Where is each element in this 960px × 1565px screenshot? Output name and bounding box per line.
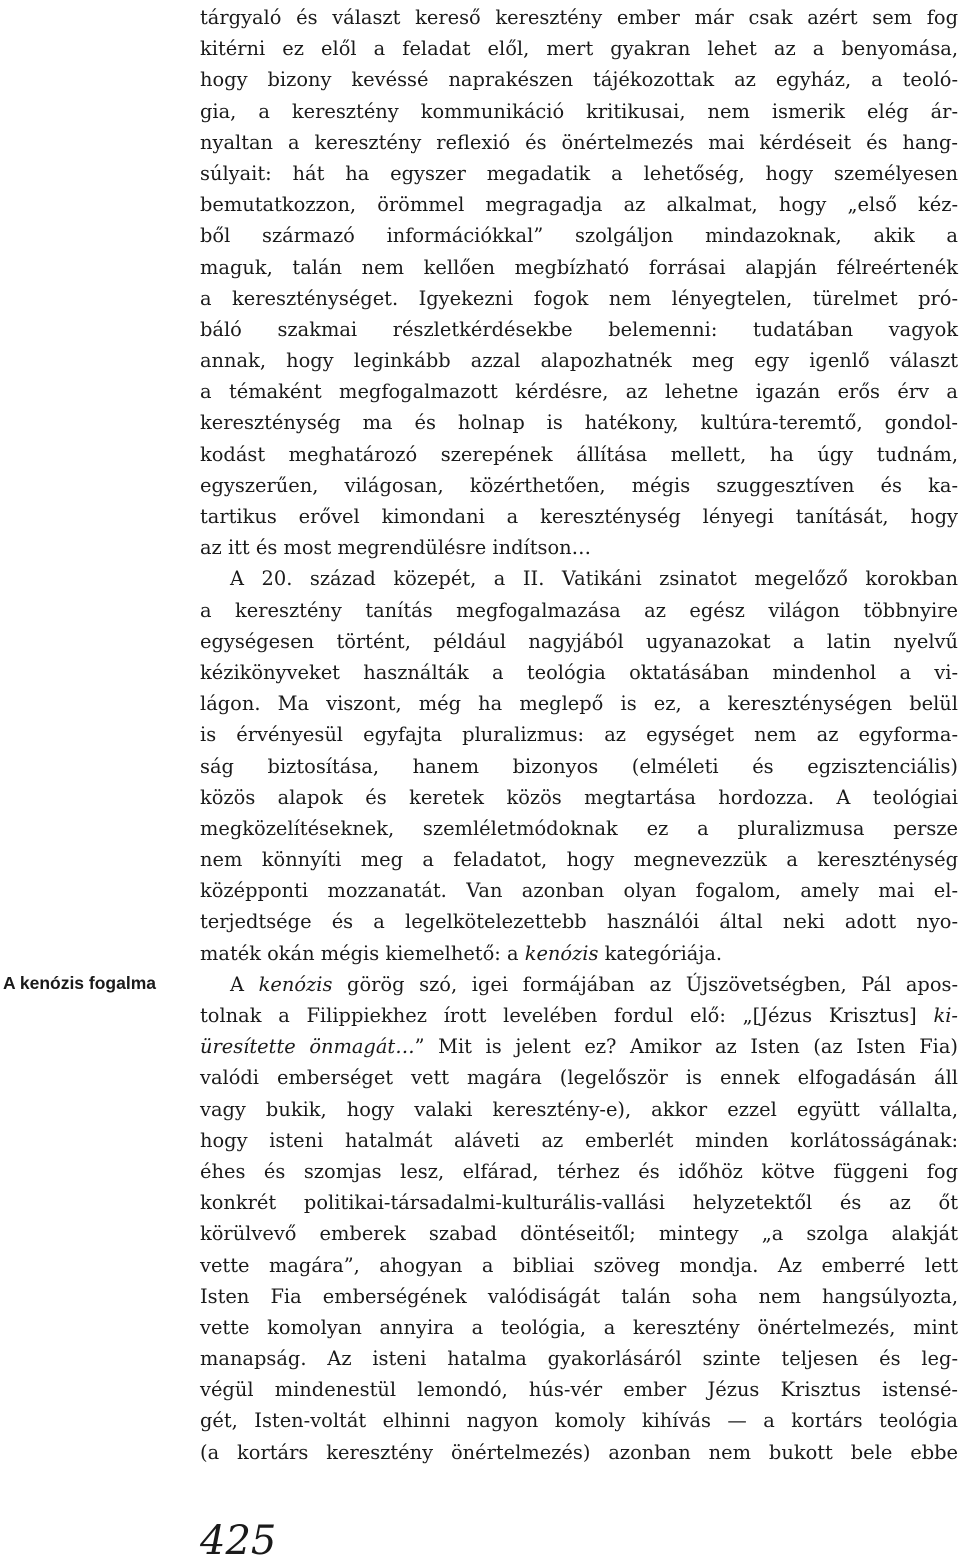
text-line: is érvényesül egyfajta pluralizmus: az egységet nem az egyforma-: [200, 723, 958, 747]
text-line: a keresztény tanítás megfogalmazása az egész világon többnyire: [200, 598, 958, 622]
text-line: vagy bukik, hogy valaki keresztény-e), akkor ezzel együtt vállalta,: [200, 1097, 958, 1121]
text-line: gia, a keresztény kommunikáció kritikusai, nem ismerik elég ár-: [200, 99, 958, 123]
text-line: megközelítéseknek, szemléletmódoknak ez a pluralizmusa persze: [200, 816, 958, 840]
text-line: nyaltan a keresztény reflexió és önértelmezés mai kérdéseit és hang-: [200, 130, 958, 154]
text-line: tárgyaló és választ kereső keresztény ember már csak azért sem fog: [200, 6, 958, 29]
text-line: a kereszténységet. Igyekezni fogok nem lényegtelen, türelmet pró-: [200, 286, 958, 310]
text-line: az itt és most megrendülésre indítson…: [200, 536, 591, 560]
text-line: maguk, talán nem kellően megbízható forrásai alapján félreértenék: [200, 255, 958, 279]
text-line: [200, 1031, 958, 1062]
margin-heading: A kenózis fogalma: [3, 973, 156, 993]
text-line: [200, 1000, 958, 1031]
text-line: terjedtsége és a legelkötelezettebb használói által neki adott nyo-: [200, 910, 958, 934]
text-segment: kategóriája.: [598, 941, 723, 965]
text-line: hogy isteni hatalmát aláveti az emberlét minden korlátosságának:: [200, 1128, 958, 1152]
text-line: gét, Isten-voltát elhinni nagyon komoly kihívás — a kortárs teológia: [200, 1409, 958, 1433]
text-line: középponti mozzanatát. Van azonban olyan fogalom, amely mai el-: [200, 879, 958, 903]
text-line: nem könnyíti meg a feladatot, hogy megnevezzük a kereszténység: [200, 848, 958, 872]
body-text: [200, 2, 958, 1468]
text-line: éhes és szomjas lesz, elfárad, térhez és időhöz kötve függeni fog: [200, 1159, 958, 1183]
text-line: vette komolyan annyira a teológia, a keresztény önértelmezés, mint: [200, 1315, 958, 1339]
text-line: súlyait: hát ha egyszer megadatik a lehetőség, hogy személyesen: [200, 161, 958, 185]
text-line: tartikus erővel kimondani a kereszténység lényegi tanítását, hogy: [200, 505, 958, 528]
text-segment: A: [230, 972, 259, 996]
text-line: Isten Fia emberségének valódiságát talán soha nem hangsúlyozta,: [200, 1284, 958, 1308]
text-line: [200, 969, 958, 1000]
text-segment: görög szó, igei formájában az Újszövetségben, Pál apos-: [332, 972, 958, 996]
text-segment: tolnak a Filippiekhez írott levelében fordul elő: „[Jézus Krisztus]: [200, 1004, 934, 1027]
text-line: ság biztosítása, hanem bizonyos (elméleti és egzisztenciális): [200, 754, 958, 778]
text-line: manapság. Az isteni hatalma gyakorlásáról szinte teljesen és leg-: [200, 1347, 958, 1371]
text-segment: ” Mit is jelent ez? Amikor az Isten (az Isten Fia): [414, 1035, 958, 1059]
text-line: hogy bizony kevéssé naprakészen tájékozottak az egyház, a teoló-: [200, 68, 958, 92]
text-line: A 20. század közepét, a II. Vatikáni zsinatot megelőző korokban: [230, 567, 958, 591]
text-line: báló szakmai részletkérdésekbe belemenni: tudatában vagyok: [200, 317, 958, 341]
text-line: [200, 938, 958, 969]
text-segment: maték okán mégis kiemelhető: a: [200, 941, 525, 965]
text-line: egységesen történt, például nagyjából ugyanazokat a latin nyelvű: [200, 629, 958, 653]
italic-term: üresítette önmagát…: [200, 1035, 415, 1059]
text-line: ből származó információkkal” szolgáljon mindazoknak, akik a: [200, 224, 958, 248]
text-line: kézikönyveket használták a teológia oktatásában mindenhol a vi-: [200, 660, 958, 684]
text-line: bemutatkozzon, örömmel megragadja az alkalmat, hogy „első kéz-: [200, 193, 958, 217]
text-line: kitérni ez elől a feladat elől, mert gyakran lehet az a benyomása,: [200, 37, 958, 61]
text-line: (a kortárs keresztény önértelmezés) azonban nem bukott bele ebbe: [200, 1440, 958, 1464]
page-number: 425: [200, 1518, 277, 1564]
text-line: a témaként megfogalmazott kérdésre, az lehetne igazán erős érv a: [200, 380, 958, 404]
italic-term: ki-: [933, 1004, 958, 1027]
text-line: kereszténység ma és holnap is hatékony, kultúra-teremtő, gondol-: [200, 411, 958, 435]
text-line: lágon. Ma viszont, még ha meglepő is ez, a kereszténységen belül: [200, 692, 958, 716]
text-line: kodást meghatározó szerepének állítása mellett, ha úgy tudnám,: [200, 442, 958, 466]
text-line: konkrét politikai-társadalmi-kulturális-vallási helyzetektől és az őt: [200, 1191, 958, 1215]
italic-term: kenózis: [524, 941, 599, 965]
text-line: valódi emberséget vett magára (legelőször is ennek elfogadásán áll: [200, 1066, 958, 1090]
text-line: körülvevő emberek szabad döntéseitől; mintegy „a szolga alakját: [200, 1222, 958, 1246]
text-line: közös alapok és keretek közös megtartása hordozza. A teológiai: [200, 785, 958, 809]
text-line: végül mindenestül lemondó, hús-vér ember Jézus Krisztus istensé-: [200, 1378, 958, 1402]
italic-term: kenózis: [258, 972, 333, 996]
text-line: egyszerűen, világosan, közérthetően, mégis szuggesztíven és ka-: [200, 473, 958, 497]
text-line: vette magára”, ahogyan a bibliai szöveg mondja. Az emberré lett: [200, 1253, 958, 1277]
text-line: annak, hogy leginkább azzal alapozhatnék meg egy igenlő választ: [200, 349, 958, 373]
